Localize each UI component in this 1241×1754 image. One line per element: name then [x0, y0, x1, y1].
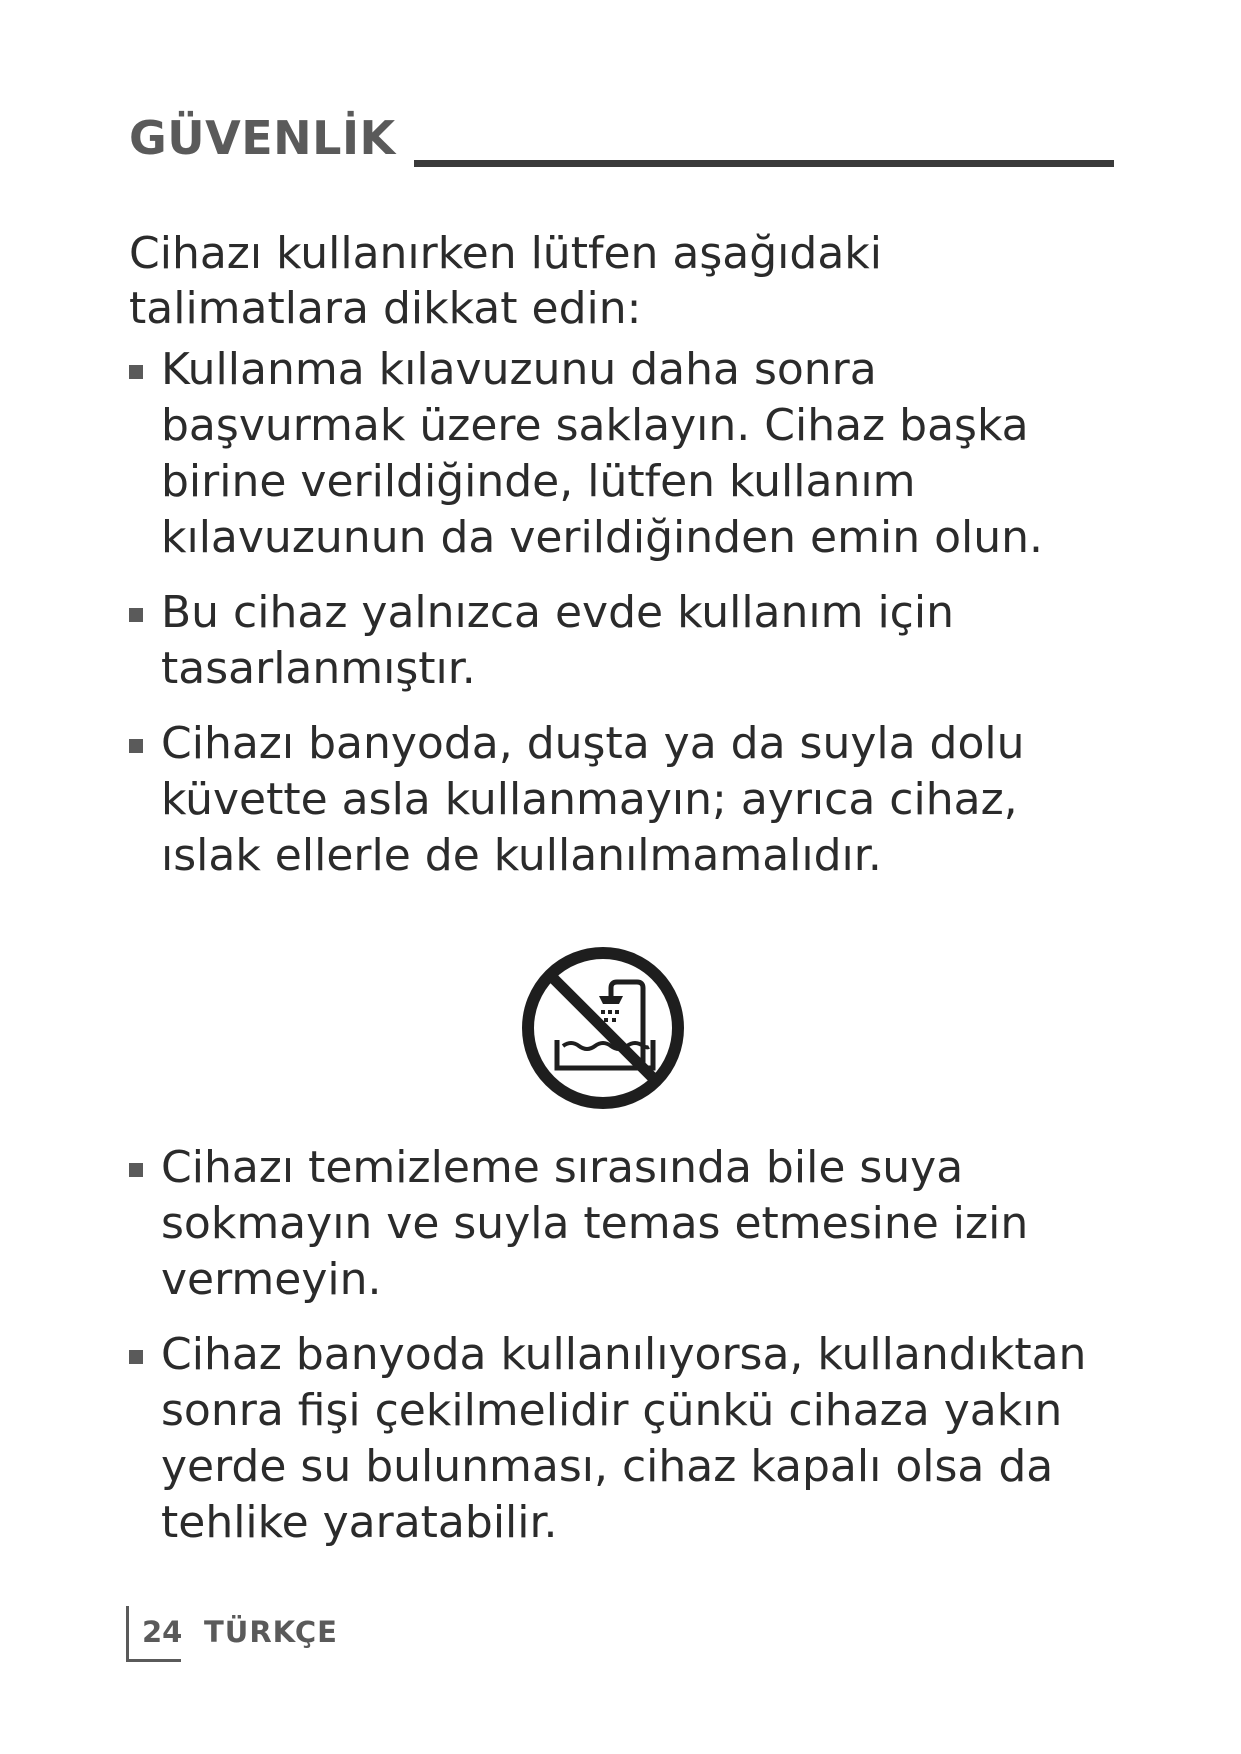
no-bath-water-icon: [519, 944, 687, 1112]
list-item: [129, 342, 1129, 566]
section-title: GÜVENLİK: [129, 111, 396, 165]
list-item-text: Cihaz banyoda kullanılıyorsa, kullandıktan sonra fişi çekilmelidir çünkü cihaza yakın yerde su bulunması, cihaz kapalı olsa da tehlike yaratabilir.: [161, 1329, 1087, 1548]
page-footer: [126, 1606, 426, 1666]
list-item: [129, 1327, 1129, 1551]
safety-list-bottom: [129, 1140, 1129, 1570]
safety-list-top: [129, 342, 1129, 903]
list-item-text: Bu cihaz yalnızca evde kullanım için tasarlanmıştır.: [161, 587, 954, 694]
page-number: 24: [142, 1615, 183, 1649]
square-bullet-icon: [129, 1350, 143, 1364]
list-item-text: Cihazı banyoda, duşta ya da suyla dolu küvette asla kullanmayın; ayrıca cihaz, ıslak ellerle de kullanılmamalıdır.: [161, 718, 1025, 881]
intro-text: Cihazı kullanırken lütfen aşağıdaki talimatlara dikkat edin:: [129, 228, 882, 334]
list-item-text: Cihazı temizleme sırasında bile suya sokmayın ve suyla temas etmesine izin vermeyin.: [161, 1142, 1029, 1305]
list-item: [129, 585, 1129, 697]
list-item: [129, 716, 1129, 884]
square-bullet-icon: [129, 608, 143, 622]
footer-bracket-vertical: [126, 1606, 129, 1662]
section-header: [129, 108, 1116, 168]
square-bullet-icon: [129, 1163, 143, 1177]
list-item-text: Kullanma kılavuzunu daha sonra başvurmak üzere saklayın. Cihaz başka birine verildiğinde, lütfen kullanım kılavuzunun da verildiğinden emin olun.: [161, 344, 1043, 563]
footer-language: TÜRKÇE: [204, 1615, 338, 1649]
square-bullet-icon: [129, 739, 143, 753]
square-bullet-icon: [129, 365, 143, 379]
list-item: [129, 1140, 1129, 1308]
footer-bracket-horizontal: [126, 1659, 181, 1662]
title-rule: [414, 160, 1114, 167]
